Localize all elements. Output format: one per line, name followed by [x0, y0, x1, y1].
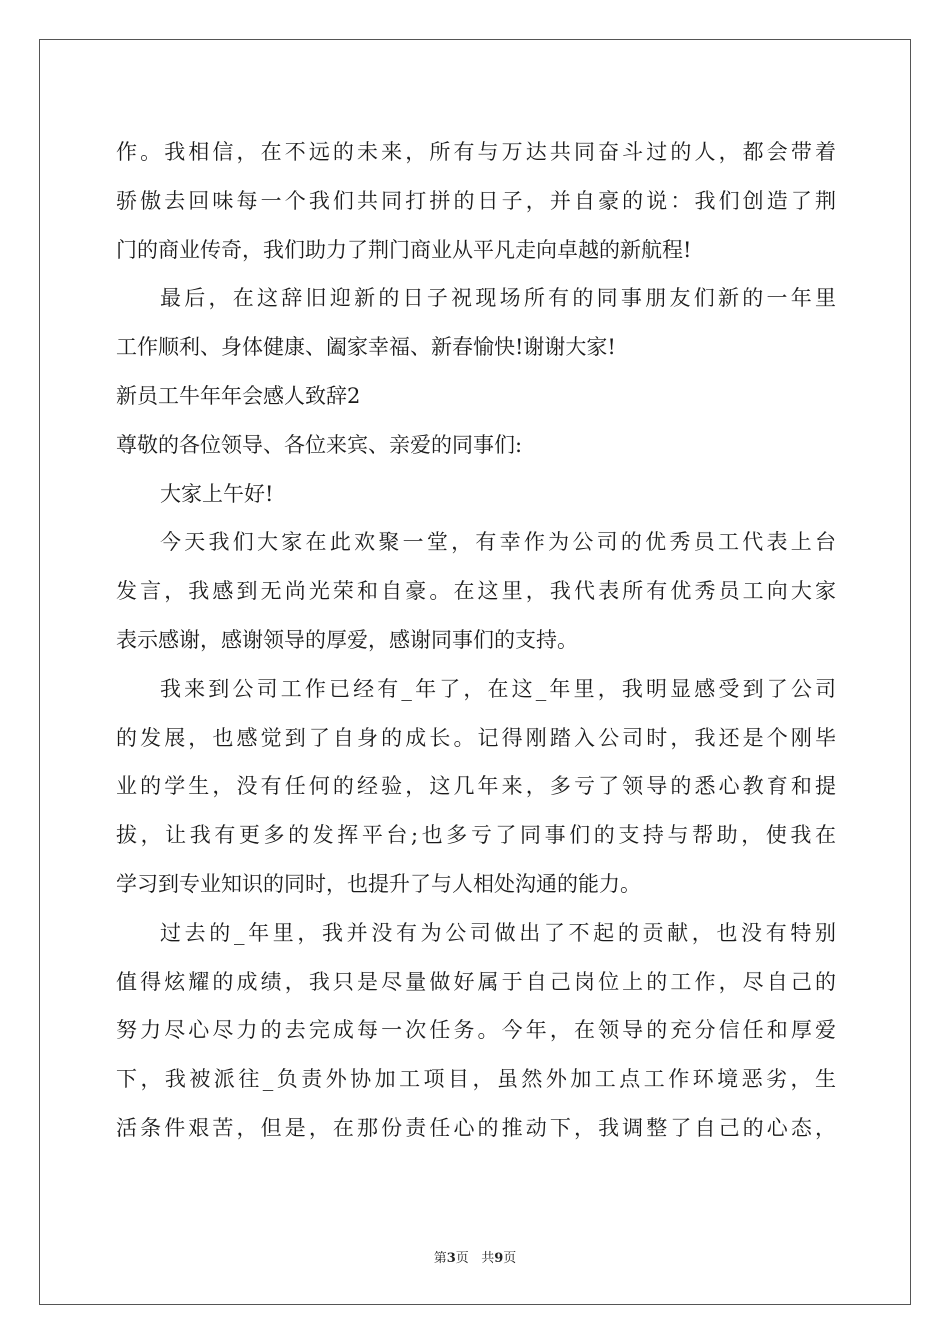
text-line: 我来到公司工作已经有_年了，在这_年里，我明显感受到了公司	[160, 676, 836, 701]
text-line: 拔，让我有更多的发挥平台;也多亏了同事们的支持与帮助，使我在	[116, 823, 836, 848]
text-line: 门的商业传奇，我们助力了荆门商业从平凡走向卓越的新航程!	[116, 237, 692, 262]
page-footer	[0, 1247, 950, 1266]
text-line: 努力尽心尽力的去完成每一次任务。今年，在领导的充分信任和厚爱	[116, 1018, 836, 1043]
page-prefix: 第	[433, 1251, 447, 1266]
text-line: 值得炫耀的成绩，我只是尽量做好属于自己岗位上的工作，尽自己的	[116, 969, 836, 994]
text-line: 工作顺利、身体健康、阖家幸福、新春愉快!谢谢大家!	[116, 335, 616, 360]
text-line: 下，我被派往_负责外协加工项目，虽然外加工点工作环境恶劣，生	[116, 1067, 836, 1092]
text-line: 骄傲去回味每一个我们共同打拼的日子，并自豪的说：我们创造了荆	[116, 188, 836, 213]
text-line: 业的学生，没有任何的经验，这几年来，多亏了领导的悉心教育和提	[116, 774, 836, 799]
page-number: 3	[446, 1251, 456, 1266]
text-line: 大家上午好!	[160, 481, 274, 506]
text-line: 学习到专业知识的同时，也提升了与人相处沟通的能力。	[116, 871, 641, 896]
total-prefix: 共	[481, 1251, 495, 1266]
text-line: 发言，我感到无尚光荣和自豪。在这里，我代表所有优秀员工向大家	[116, 579, 836, 604]
document-body	[116, 128, 836, 1153]
text-line: 最后，在这辞旧迎新的日子祝现场所有的同事朋友们新的一年里	[160, 286, 836, 311]
text-line: 表示感谢，感谢领导的厚爱，感谢同事们的支持。	[116, 627, 578, 652]
total-pages: 9	[494, 1251, 504, 1266]
text-line: 过去的_年里，我并没有为公司做出了不起的贡献，也没有特别	[160, 920, 836, 945]
page-suffix: 页	[455, 1251, 469, 1266]
total-suffix: 页	[503, 1251, 517, 1266]
text-line: 尊敬的各位领导、各位来宾、亲爱的同事们:	[116, 432, 523, 457]
text-line: 活条件艰苦，但是，在那份责任心的推动下，我调整了自己的心态，	[116, 1115, 836, 1140]
text-line: 新员工牛年年会感人致辞2	[116, 383, 361, 408]
text-line: 的发展，也感觉到了自身的成长。记得刚踏入公司时，我还是个刚毕	[116, 725, 836, 750]
text-line: 作。我相信，在不远的未来，所有与万达共同奋斗过的人，都会带着	[116, 140, 836, 164]
text-line: 今天我们大家在此欢聚一堂，有幸作为公司的优秀员工代表上台	[160, 530, 836, 555]
